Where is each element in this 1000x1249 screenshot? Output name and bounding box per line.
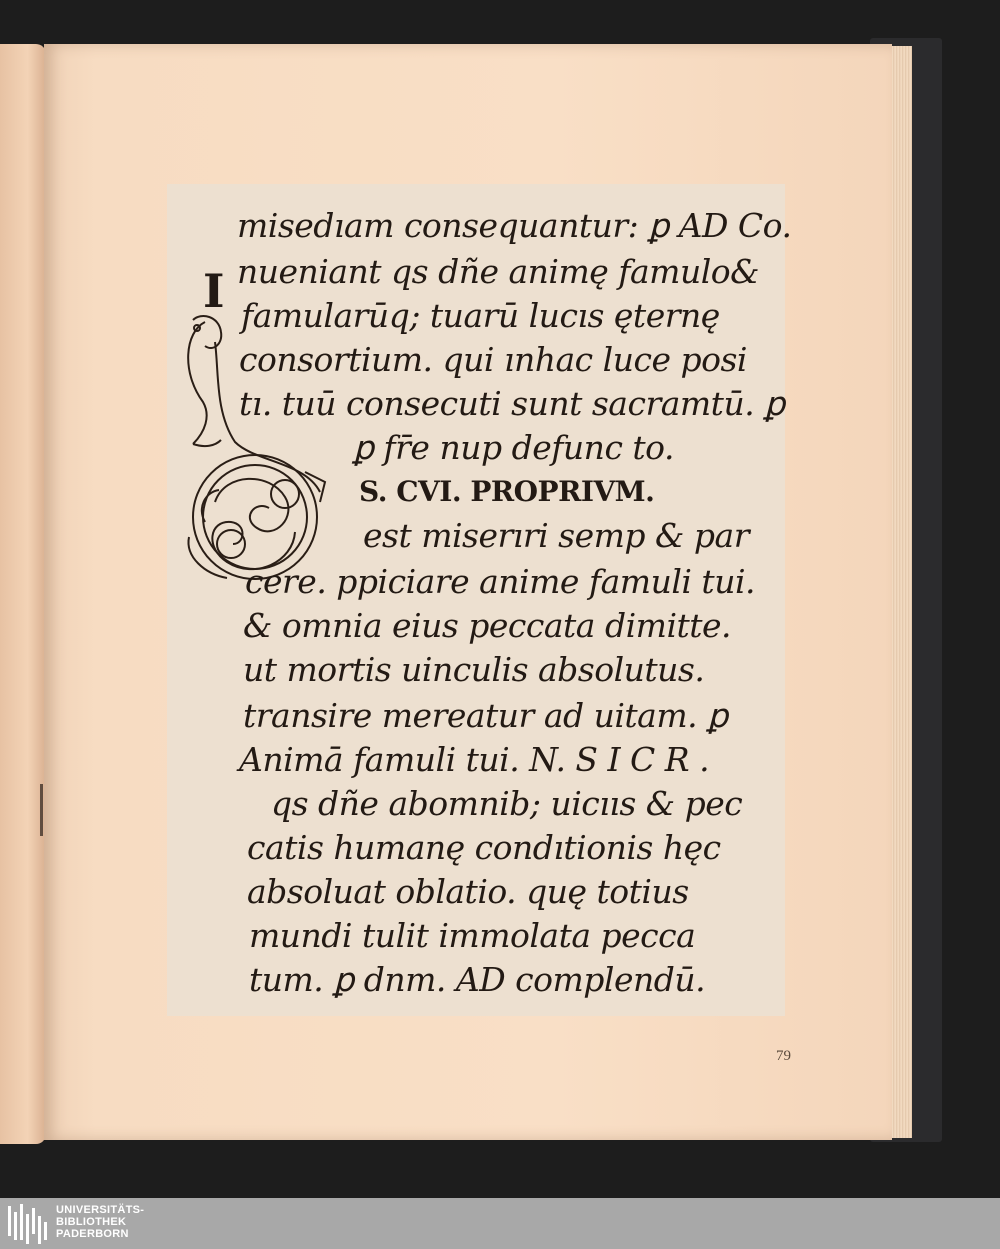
manuscript-line: catis humanę condıtionis hęc xyxy=(247,828,721,867)
manuscript-line: mundi tulit immolata pecca xyxy=(249,916,696,955)
page-number: 79 xyxy=(776,1048,791,1064)
library-name-line: BIBLIOTHEK xyxy=(56,1216,127,1228)
manuscript-line: famularūq; tuarū lucıs ęternę xyxy=(241,296,720,335)
book-page xyxy=(44,44,892,1140)
manuscript-line: & omnia eius peccata dimitte. xyxy=(243,606,732,645)
manuscript-line: transire mereatur ad uitam. ꝑ xyxy=(243,696,728,735)
manuscript-line: absoluat oblatio. quę totius xyxy=(247,872,689,911)
library-name xyxy=(56,1204,144,1240)
left-page-mark xyxy=(40,784,43,836)
manuscript-line: est miserıri semp & par xyxy=(363,516,749,555)
manuscript-line: consortium. qui ınhac luce posi xyxy=(239,340,747,379)
manuscript-initial-i: I xyxy=(203,264,225,318)
manuscript-line: Animā famuli tui. N. S I C R . xyxy=(239,740,710,779)
manuscript-line: nueniant qs dñe animę famulo& xyxy=(237,252,759,291)
library-name-line: UNIVERSITÄTS- xyxy=(56,1204,145,1216)
manuscript-line: ꝑ fr̄e nup defunc to. xyxy=(353,428,674,467)
manuscript-line: cere. ppiciare anime famuli tui. xyxy=(245,562,755,601)
manuscript-line: tum. ꝑ dnm. AD complendū. xyxy=(249,960,706,999)
manuscript-line: misedıam consequantur: ꝑ AD Co. xyxy=(237,206,792,245)
manuscript-line: qs dñe abomnib; uicııs & pec xyxy=(271,784,743,823)
library-logo-icon xyxy=(6,1202,50,1246)
manuscript-rubric: S. CVI. PROPRIVM. xyxy=(359,475,655,508)
library-name-line: PADERBORN xyxy=(56,1228,129,1240)
manuscript-line: tı. tuū consecuti sunt sacramtū. ꝑ xyxy=(239,384,785,423)
manuscript-plate xyxy=(167,184,792,1016)
left-page-edge xyxy=(0,44,46,1144)
library-footer xyxy=(0,1198,1000,1249)
manuscript-line: ut mortis uinculis absolutus. xyxy=(243,650,705,689)
